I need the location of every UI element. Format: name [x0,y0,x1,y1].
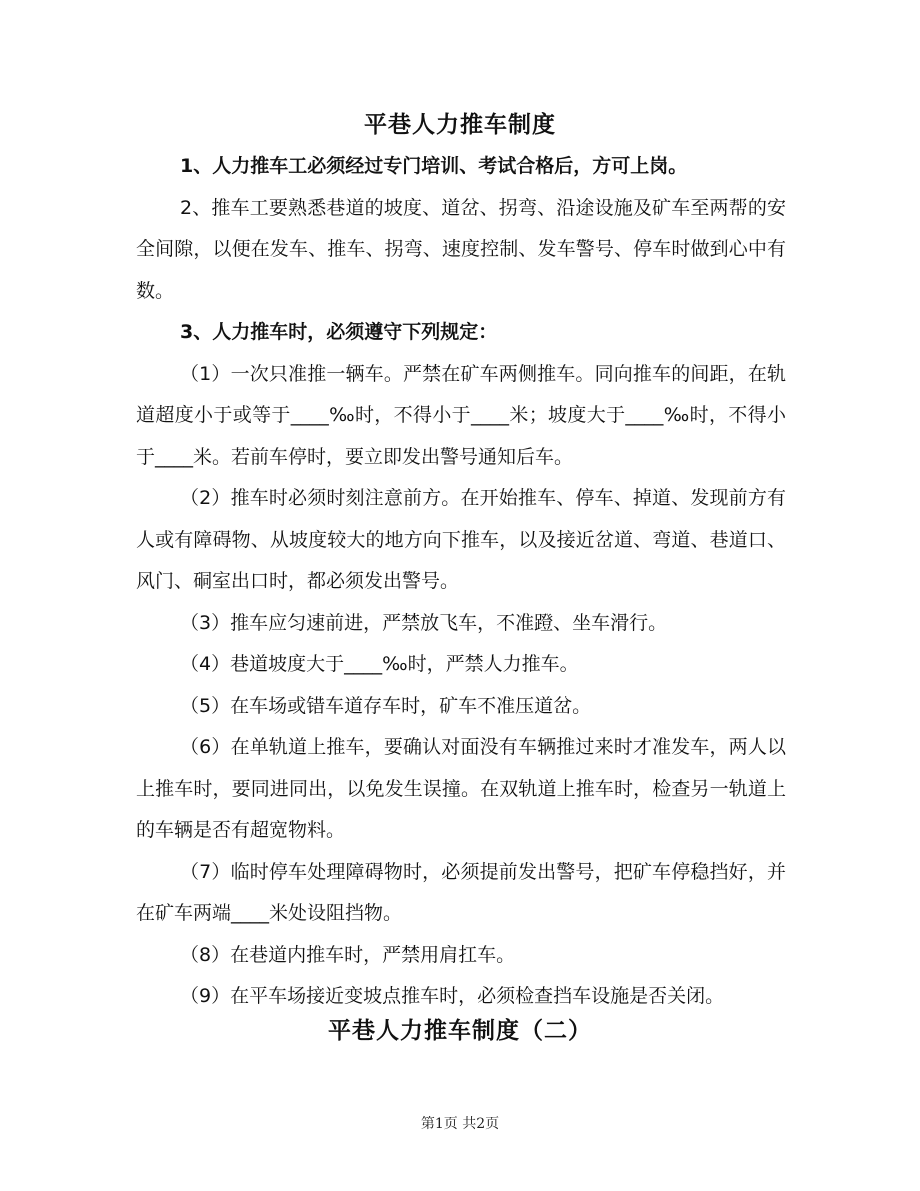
paragraph-3: 3、人力推车时，必须遵守下列规定： [180,321,498,343]
paragraph-1: 1、人力推车工必须经过专门培训、考试合格后，方可上岗。 [180,155,688,177]
document-body [136,146,786,1018]
section-title-2: 平巷人力推车制度（二） [328,1018,592,1044]
rule-item-3: （3）推车应匀速前进，严禁放飞车，不准蹬、坐车滑行。 [180,611,668,634]
page-footer: 第1页 共2页 [420,1116,500,1132]
rule-item-6: （6）在单轨道上推车，要确认对面没有车辆推过来时才准发车，两人以上推车时，要同进同出，以免发生误撞。在双轨道上推车时，检查另一轨道上的车辆是否有超宽物料。 [136,736,786,841]
rule-item-2: （2）推车时必须时刻注意前方。在开始推车、停车、掉道、发现前方有人或有障碍物、从坡度较大的地方向下推车，以及接近岔道、弯道、巷道口、风门、硐室出口时，都必须发出警号。 [136,487,786,592]
rule-item-1: （1）一次只准推一辆车。严禁在矿车两侧推车。同向推车的间距，在轨道超度小于或等于____‰时，不得小于____米；坡度大于____‰时，不得小于____米。若前车停时，要立即发出警号通知后车。 [136,362,786,468]
rule-item-7: （7）临时停车处理障碍物时，必须提前发出警号，把矿车停稳挡好，并在矿车两端____米处设阻挡物。 [136,860,786,924]
rule-item-5: （5）在车场或错车道存车时，矿车不准压道岔。 [180,694,592,717]
document-title: 平巷人力推车制度 [364,112,556,138]
rule-item-9: （9）在平车场接近变坡点推车时，必须检查挡车设施是否关闭。 [180,985,725,1007]
rule-item-4: （4）巷道坡度大于____‰时，严禁人力推车。 [180,653,579,675]
rule-item-8: （8）在巷道内推车时，严禁用肩扛车。 [180,943,516,966]
paragraph-2: 2、推车工要熟悉巷道的坡度、道岔、拐弯、沿途设施及矿车至两帮的安全间隙，以便在发车、推车、拐弯、速度控制、发车警号、停车时做到心中有数。 [136,196,786,302]
